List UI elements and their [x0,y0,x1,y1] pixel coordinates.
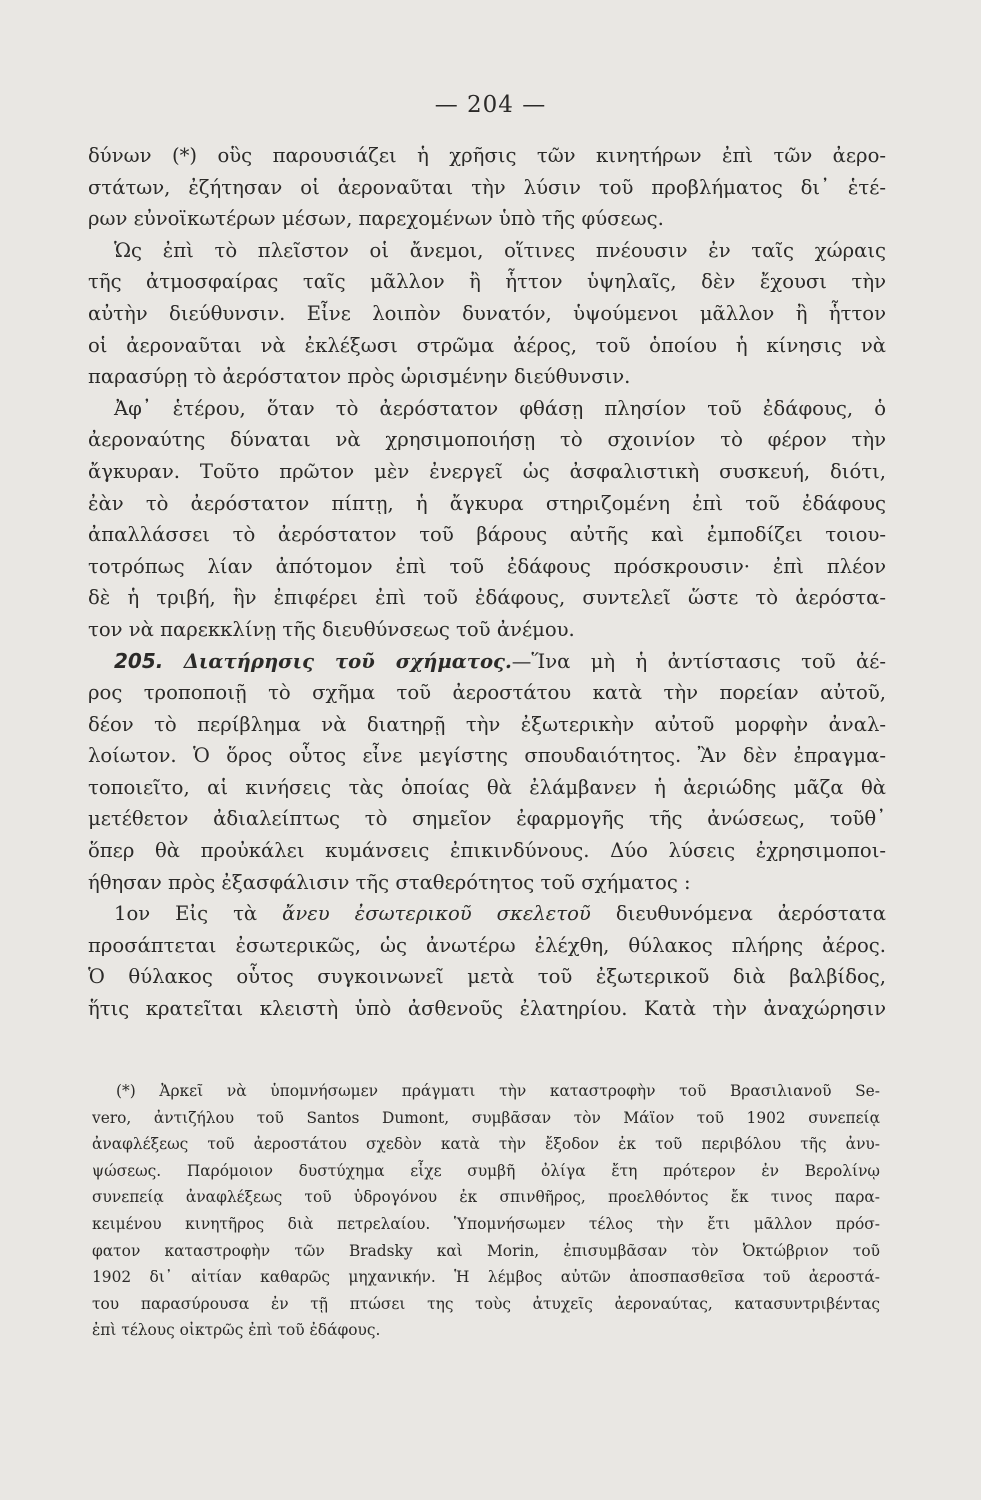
text-line: Ὡς ἐπὶ τὸ πλεῖστον οἱ ἄνεμοι, οἵτινες πνέουσιν ἐν ταῖς χώραις [114,238,886,262]
text-line: παρασύρῃ τὸ ἀερόστατον πρὸς ὡρισμένην διεύθυνσιν. [88,365,631,389]
footnote-line: 1902 δι᾽ αἰτίαν καθαρῶς μηχανικήν. Ἡ λέμβος αὐτῶν ἀποσπασθεῖσα τοῦ ἀεροστά- [92,1268,880,1287]
text-fragment: διευθυνόμενα ἀερόστατα [615,902,886,926]
text-line: τῆς ἀτμοσφαίρας ταῖς μᾶλλον ἢ ἧττον ὑψηλαῖς, δὲν ἔχουσι τὴν [88,270,886,294]
text-line: στάτων, ἐζήτησαν οἱ ἀεροναῦται τὴν λύσιν τοῦ προβλήματος δι᾽ ἑτέ- [88,175,886,199]
item-1 [88,898,886,1024]
text-line: δύνων (*) οὓς παρουσιάζει ἡ χρῆσις τῶν κινητήρων ἐπὶ τῶν ἀερο- [88,144,886,167]
paragraph-1 [88,140,886,235]
item-number: 1ον Εἰς τὰ [114,902,258,926]
text-line: ὅπερ θὰ προὐκάλει κυμάνσεις ἐπικινδύνους. Δύο λύσεις ἐχρησιμοποι- [88,839,886,863]
text-line: ήθησαν πρὸς ἐξασφάλισιν τῆς σταθερότητος τοῦ σχήματος : [88,870,691,894]
footnote-line: vero, ἀντιζήλου τοῦ Santos Dumont, συμβᾶσαν τὸν Μάϊον τοῦ 1902 συνεπείᾳ [92,1108,880,1127]
text-line: προσάπτεται ἐσωτερικῶς, ὡς ἀνωτέρω ἐλέχθη, θύλακος πλήρης ἀέρος. [88,933,886,957]
text-fragment: —Ἵνα μὴ ἡ ἀντίστασις τοῦ ἀέ- [511,649,886,673]
footnote-line: κειμένου κινητῆρος διὰ πετρελαίου. Ὑπομνήσωμεν τέλος τὴν ἔτι μᾶλλον πρόσ- [92,1214,880,1233]
text-line: ἐὰν τὸ ἀερόστατον πίπτῃ, ἡ ἄγκυρα στηριζομένη ἐπὶ τοῦ ἐδάφους [88,491,886,515]
text-line: αὐτὴν διεύθυνσιν. Εἶνε λοιπὸν δυνατόν, ὑψούμενοι μᾶλλον ἢ ἧττον [88,301,886,325]
text-line: τοποιεῖτο, αἱ κινήσεις τὰς ὁποίας θὰ ἐλάμβανεν ἡ ἀεριώδης μᾶζα θὰ [88,775,886,799]
text-line: ρος τροποποιῇ τὸ σχῆμα τοῦ ἀεροστάτου κατὰ τὴν πορείαν αὐτοῦ, [88,681,886,705]
footnote-line: ἀναφλέξεως τοῦ ἀεροστάτου σχεδὸν κατὰ τὴν ἔξοδον ἐκ τοῦ περιβόλου τῆς ἀνυ- [92,1135,880,1154]
text-line: δὲ ἡ τριβή, ἣν ἐπιφέρει ἐπὶ τοῦ ἐδάφους, συντελεῖ ὥστε τὸ ἀερόστα- [88,586,886,610]
text-line: οἱ ἀεροναῦται νὰ ἐκλέξωσι στρῶμα ἀέρος, τοῦ ὁποίου ἡ κίνησις νὰ [88,333,886,357]
text-line: ρων εὐνοϊκωτέρων μέσων, παρεχομένων ὑπὸ τῆς φύσεως. [88,207,664,231]
text-line: ἀπαλλάσσει τὸ ἀερόστατον τοῦ βάρους αὐτῆς καὶ ἐμποδίζει τοιου- [88,523,886,547]
footnote [92,1078,880,1344]
main-text [88,140,886,1025]
text-line: ἥτις κρατεῖται κλειστὴ ὑπὸ ἀσθενοῦς ἐλατηρίου. Κατὰ τὴν ἀναχώρησιν [88,997,886,1021]
text-line: ἄγκυραν. Τοῦτο πρῶτον μὲν ἐνεργεῖ ὡς ἀσφαλιστικὴ συσκευή, διότι, [88,459,886,483]
footnote-line: ἐπὶ τέλους οἰκτρῶς ἐπὶ τοῦ ἐδάφους. [92,1321,381,1340]
footnote-line: συνεπείᾳ ἀναφλέξεως τοῦ ὑδρογόνου ἐκ σπινθῆρος, προελθόντος ἔκ τινος παρα- [92,1188,880,1207]
section-number: 205. [114,648,164,673]
item-first-line [88,898,886,930]
page-number: — 204 — [434,92,547,118]
text-line: τον νὰ παρεκκλίνῃ τῆς διευθύνσεως τοῦ ἀνέμου. [88,617,575,641]
footnote-line: ψώσεως. Παρόμοιον δυστύχημα εἶχε συμβῆ ὀλίγα ἔτη πρότερον ἐν Βερολίνῳ [92,1161,880,1180]
text-line: μετέθετον ἀδιαλείπτως τὸ σημεῖον ἐφαρμογῆς τῆς ἀνώσεως, τοῦθ᾽ [88,807,886,831]
text-line: δέον τὸ περίβλημα νὰ διατηρῇ τὴν ἐξωτερικὴν αὐτοῦ μορφὴν ἀναλ- [88,712,886,736]
text-line: ἀεροναύτης δύναται νὰ χρησιμοποιήσῃ τὸ σχοινίον τὸ φέρον τὴν [88,428,886,452]
text-line: Ὁ θύλακος οὗτος συγκοινωνεῖ μετὰ τοῦ ἐξωτερικοῦ διὰ βαλβίδος, [88,965,886,989]
italic-phrase: ἄνευ ἐσωτερικοῦ σκελετοῦ [282,902,591,926]
text-line: Ἀφ᾽ ἑτέρου, ὅταν τὸ ἀερόστατον φθάσῃ πλησίον τοῦ ἐδάφους, ὁ [114,396,886,420]
section-title: Διατήρησις τοῦ σχήματος. [183,649,512,673]
footnote-line: φατον καταστροφὴν τῶν Bradsky καὶ Morin, ἐπισυμβᾶσαν τὸν Ὀκτώβριον τοῦ [92,1241,880,1260]
paragraph-3 [88,393,886,646]
text-line: λοίωτον. Ὁ ὅρος οὗτος εἶνε μεγίστης σπουδαιότητος. Ἂν δὲν ἐπραγμα- [88,744,886,768]
section-205 [88,646,886,899]
section-heading-line [88,646,886,678]
footnote-line: του παρασύρουσα ἐν τῇ πτώσει της τοὺς ἀτυχεῖς ἀεροναύτας, κατασυντριβέντας [92,1294,880,1313]
paragraph-2 [88,235,886,393]
text-line: τοτρόπως λίαν ἀπότομον ἐπὶ τοῦ ἐδάφους πρόσκρουσιν· ἐπὶ πλέον [88,554,886,578]
footnote-line: (*) Ἀρκεῖ νὰ ὑπομνήσωμεν πράγματι τὴν καταστροφὴν τοῦ Βρασιλιανοῦ Se- [116,1082,880,1100]
